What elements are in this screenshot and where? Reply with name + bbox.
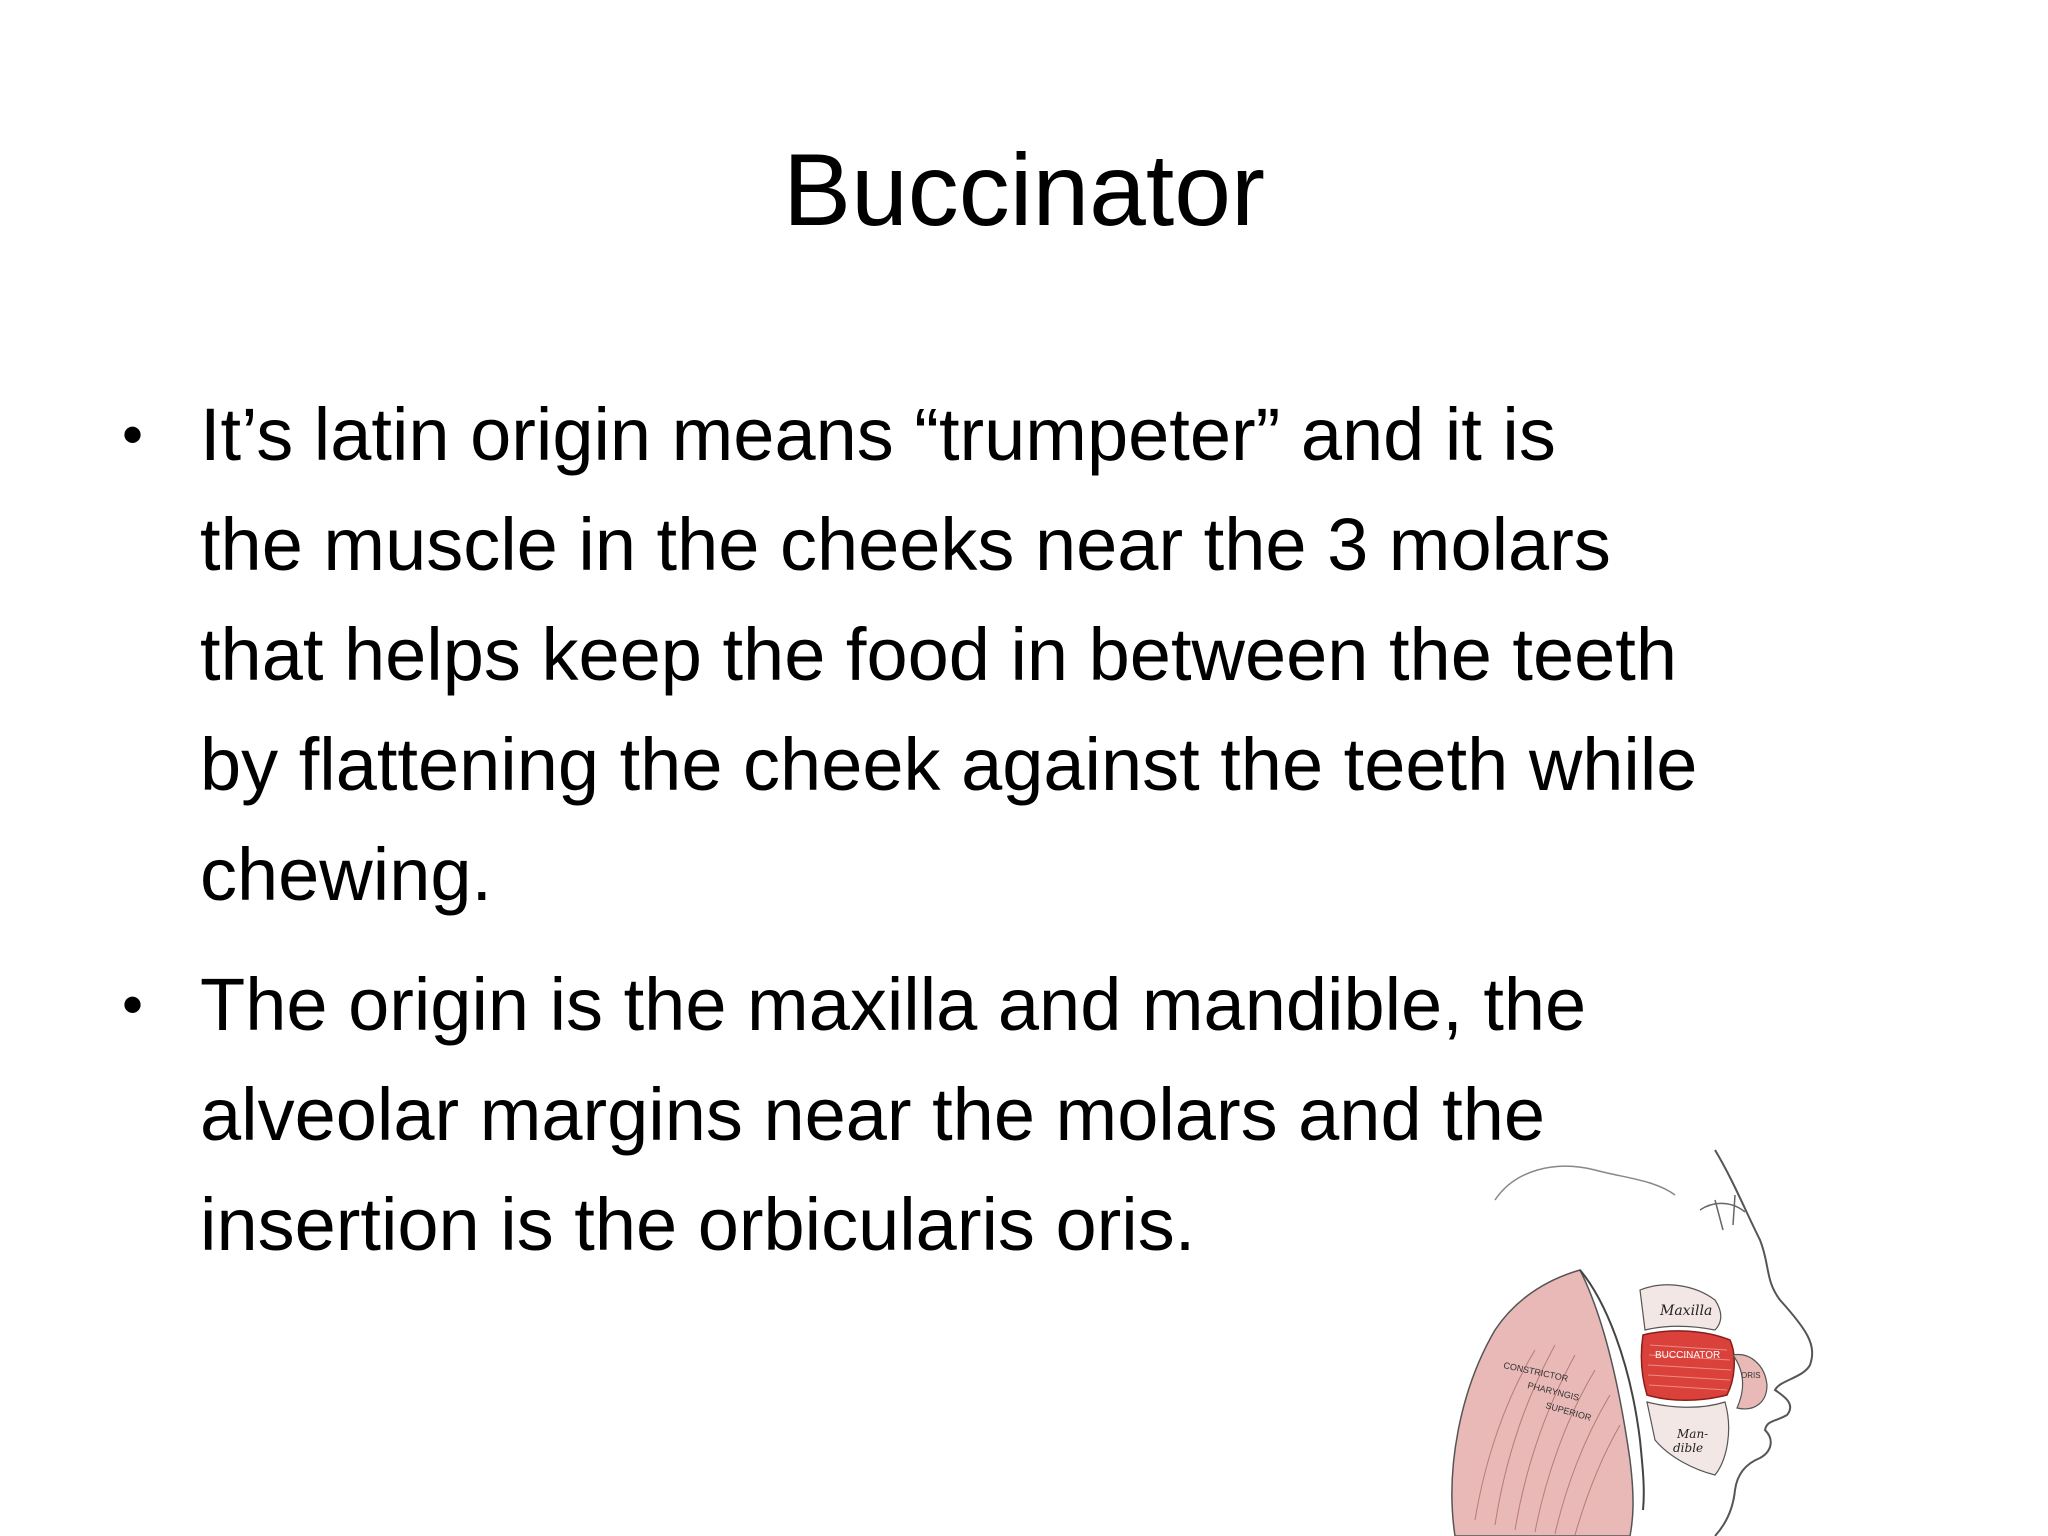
eye-sketch	[1700, 1195, 1745, 1230]
bullet-1-line-1: It’s latin origin means “trumpeter” and it is	[200, 393, 1556, 476]
bullet-dot-icon: •	[122, 971, 144, 1038]
bullet-1-line-2: the muscle in the cheeks near the 3 molars	[200, 503, 1611, 586]
bullet-1-line-3: that helps keep the food in between the teeth	[200, 613, 1678, 696]
label-mandible-1: Man-	[1677, 1427, 1709, 1441]
label-constrictor: CONSTRICTOR	[1502, 1360, 1570, 1384]
bullet-1-line-4: by flattening the cheek against the teeth while	[200, 723, 1698, 806]
bullet-item-1	[122, 380, 1960, 930]
head-outline	[1495, 1166, 1675, 1200]
bullet-2-line-2: alveolar margins near the molars and the	[200, 1073, 1546, 1156]
slide-title: Buccinator	[783, 133, 1265, 247]
label-maxilla: Maxilla	[1660, 1303, 1713, 1319]
buccinator-anatomy-illustration	[1415, 1140, 1835, 1536]
label-superior: SUPERIOR	[1544, 1400, 1593, 1423]
label-mandible-2: dible	[1673, 1441, 1704, 1455]
bullet-dot-icon: •	[122, 401, 144, 468]
bullet-2-line-3: insertion is the orbicularis oris.	[200, 1183, 1196, 1266]
label-oris: ORIS	[1741, 1371, 1761, 1380]
label-pharyngis: PHARYNGIS	[1526, 1380, 1581, 1403]
label-buccinator: BUCCINATOR	[1655, 1350, 1721, 1361]
bullet-2-line-1: The origin is the maxilla and mandible, the	[200, 963, 1587, 1046]
bullet-1-line-5: chewing.	[200, 833, 493, 916]
orbicularis-oris	[1733, 1355, 1767, 1409]
